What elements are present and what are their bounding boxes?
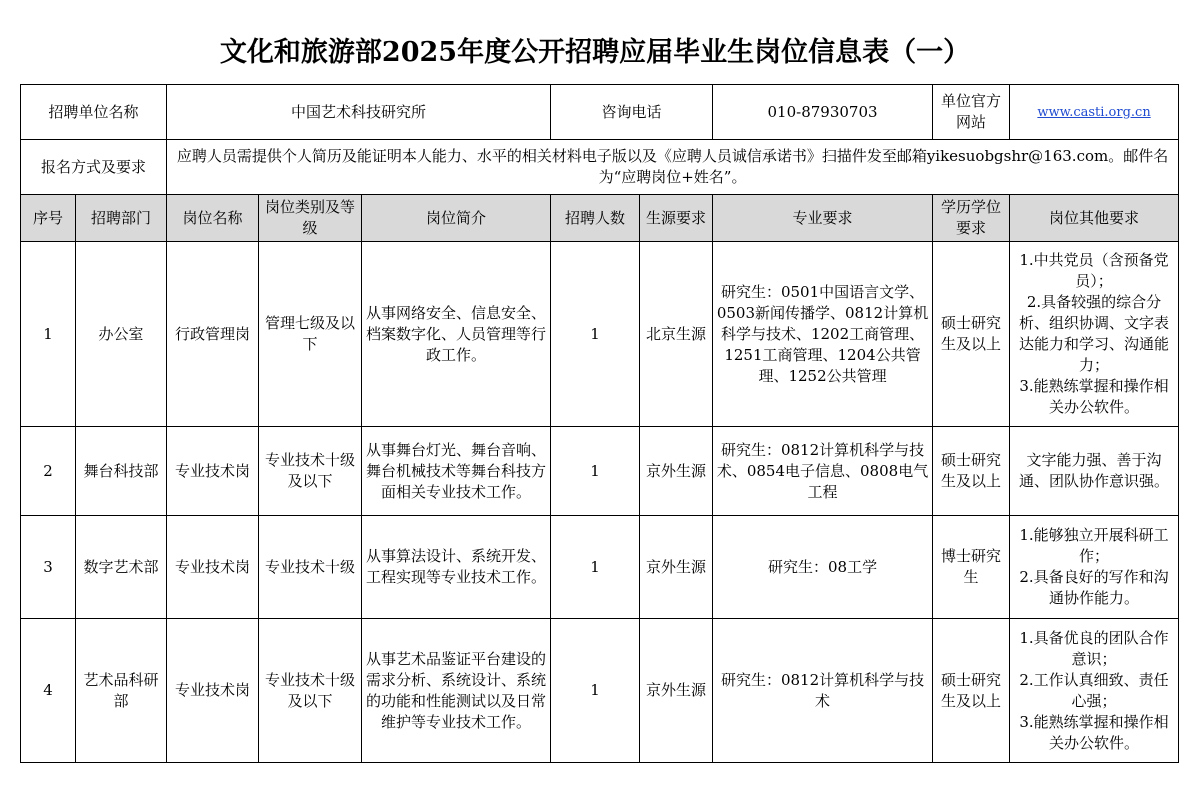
phone-label: 咨询电话 (551, 85, 713, 140)
row-dept: 办公室 (76, 242, 167, 427)
row-degree: 硕士研究生及以上 (933, 242, 1010, 427)
row-other-line: 1.能够独立开展科研工作； (1019, 526, 1169, 565)
row-intro: 从事舞台灯光、舞台音响、舞台机械技术等舞台科技方面相关专业技术工作。 (362, 427, 551, 516)
row-no: 1 (21, 242, 76, 427)
unit-value: 中国艺术科技研究所 (167, 85, 551, 140)
row-major: 研究生：08工学 (713, 516, 933, 619)
row-count: 1 (551, 516, 640, 619)
row-post: 专业技术岗 (167, 619, 259, 763)
row-dept: 艺术品科研部 (76, 619, 167, 763)
table-header-row (21, 195, 1179, 242)
row-category: 专业技术十级及以下 (259, 427, 362, 516)
row-no: 3 (21, 516, 76, 619)
unit-label: 招聘单位名称 (21, 85, 167, 140)
info-row-unit (21, 85, 1179, 140)
row-other-line: 文字能力强、善于沟通、团队协作意识强。 (1019, 451, 1170, 490)
recruitment-table (20, 84, 1179, 763)
row-source: 京外生源 (640, 619, 713, 763)
row-other-line: 3.能熟练掌握和操作相关办公软件。 (1019, 712, 1169, 752)
header-other: 岗位其他要求 (1010, 195, 1179, 242)
row-category: 专业技术十级 (259, 516, 362, 619)
row-other-line: 2.具备较强的综合分析、组织协调、文字表达能力和学习、沟通能力； (1019, 293, 1170, 374)
header-dept: 招聘部门 (76, 195, 167, 242)
header-category: 岗位类别及等级 (259, 195, 362, 242)
row-other (1010, 242, 1179, 427)
row-no: 4 (21, 619, 76, 763)
row-post: 行政管理岗 (167, 242, 259, 427)
row-other (1010, 619, 1179, 763)
header-intro: 岗位简介 (362, 195, 551, 242)
row-post: 专业技术岗 (167, 516, 259, 619)
header-post: 岗位名称 (167, 195, 259, 242)
row-major: 研究生：0501中国语言文学、0503新闻传播学、0812计算机科学与技术、1202工商管理、1251工商管理、1204公共管理、1252公共管理 (713, 242, 933, 427)
phone-value: 010-87930703 (713, 85, 933, 140)
row-post: 专业技术岗 (167, 427, 259, 516)
row-other-line: 2.工作认真细致、责任心强； (1019, 670, 1169, 710)
row-no: 2 (21, 427, 76, 516)
website-label: 单位官方网站 (933, 85, 1010, 140)
table-row (21, 619, 1179, 763)
header-source: 生源要求 (640, 195, 713, 242)
row-category: 管理七级及以下 (259, 242, 362, 427)
row-degree: 硕士研究生及以上 (933, 619, 1010, 763)
header-count: 招聘人数 (551, 195, 640, 242)
header-degree: 学历学位要求 (933, 195, 1010, 242)
row-source: 京外生源 (640, 427, 713, 516)
website-link[interactable]: www.casti.org.cn (1037, 105, 1151, 120)
page-title: 文化和旅游部2025年度公开招聘应届毕业生岗位信息表（一） (219, 37, 971, 68)
row-intro: 从事算法设计、系统开发、工程实现等专业技术工作。 (362, 516, 551, 619)
apply-label: 报名方式及要求 (21, 140, 167, 195)
row-category: 专业技术十级及以下 (259, 619, 362, 763)
row-other-line: 1.具备优良的团队合作意识； (1019, 628, 1169, 668)
row-count: 1 (551, 242, 640, 427)
row-count: 1 (551, 619, 640, 763)
row-source: 京外生源 (640, 516, 713, 619)
row-other (1010, 516, 1179, 619)
row-intro: 从事艺术品鉴证平台建设的需求分析、系统设计、系统的功能和性能测试以及日常维护等专业技术工作。 (362, 619, 551, 763)
row-other-line: 1.中共党员（含预备党员）； (1019, 251, 1169, 290)
row-degree: 博士研究生 (933, 516, 1010, 619)
row-dept: 舞台科技部 (76, 427, 167, 516)
info-row-apply (21, 140, 1179, 195)
row-source: 北京生源 (640, 242, 713, 427)
header-no: 序号 (21, 195, 76, 242)
row-major: 研究生：0812计算机科学与技术 (713, 619, 933, 763)
row-dept: 数字艺术部 (76, 516, 167, 619)
row-other (1010, 427, 1179, 516)
website-cell (1010, 85, 1179, 140)
row-count: 1 (551, 427, 640, 516)
row-major: 研究生：0812计算机科学与技术、0854电子信息、0808电气工程 (713, 427, 933, 516)
row-degree: 硕士研究生及以上 (933, 427, 1010, 516)
header-major: 专业要求 (713, 195, 933, 242)
table-row (21, 242, 1179, 427)
row-intro: 从事网络安全、信息安全、档案数字化、人员管理等行政工作。 (362, 242, 551, 427)
table-row (21, 427, 1179, 516)
row-other-line: 3.能熟练掌握和操作相关办公软件。 (1019, 377, 1169, 416)
table-row (21, 516, 1179, 619)
apply-value: 应聘人员需提供个人简历及能证明本人能力、水平的相关材料电子版以及《应聘人员诚信承诺书》扫描件发至邮箱yikesuobgshr@163.com。邮件名为“应聘岗位+姓名”。 (167, 140, 1179, 195)
row-other-line: 2.具备良好的写作和沟通协作能力。 (1019, 568, 1169, 607)
